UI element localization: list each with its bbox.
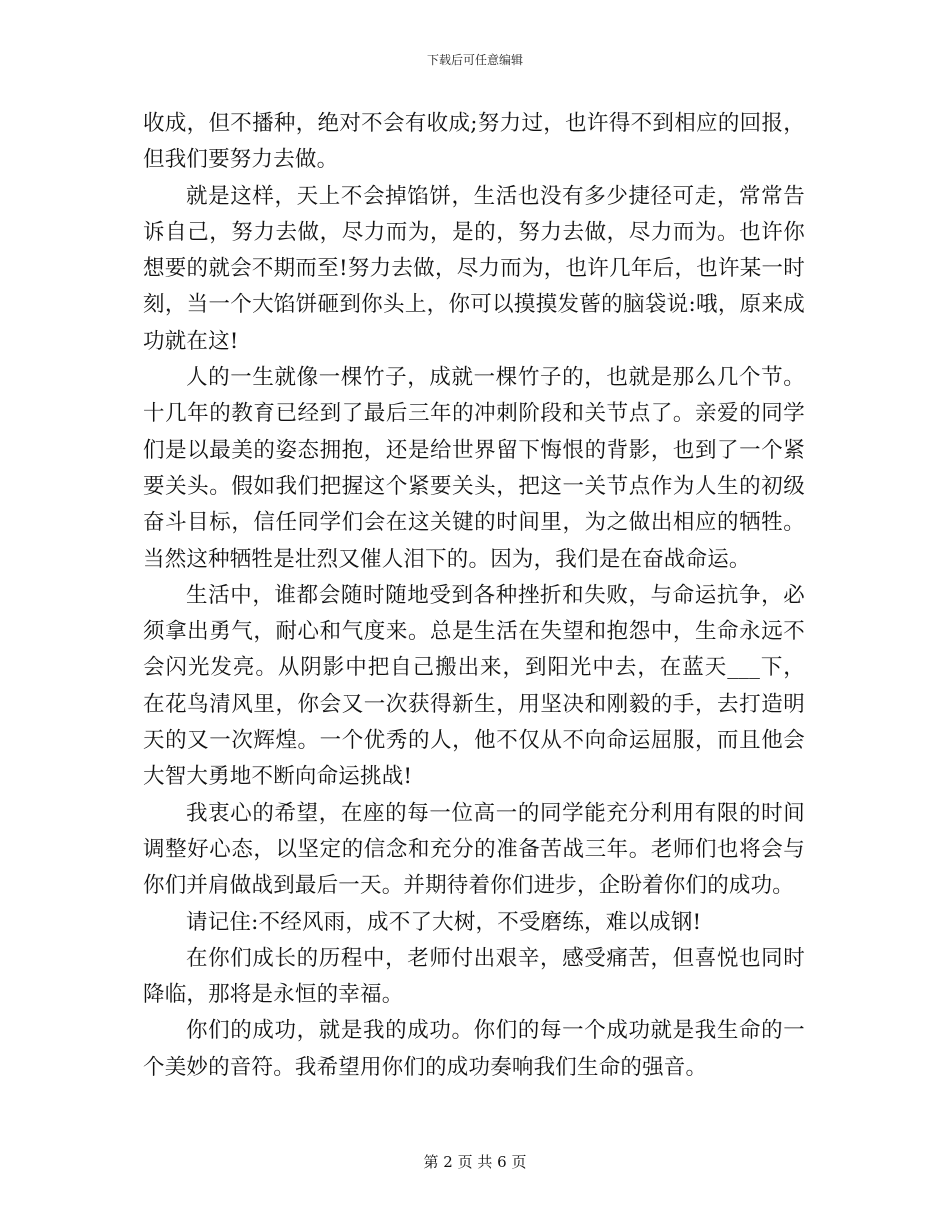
document-body [143,106,805,1086]
paragraph: 我衷心的希望，在座的每一位高一的同学能充分利用有限的时间调整好心态，以坚定的信念和充分的准备苦战三年。老师们也将会与你们并肩做战到最后一天。并期待着你们进步，企盼着你们的成功。 [143,800,805,899]
paragraph: 请记住:不经风雨，成不了大树，不受磨练，难以成钢! [186,909,702,935]
paragraph: 人的一生就像一棵竹子，成就一棵竹子的，也就是那么几个节。十几年的教育已经到了最后三年的冲刺阶段和关节点了。亲爱的同学们是以最美的姿态拥抱，还是给世界留下悔恨的背影，也到了一个紧要关头。假如我们把握这个紧要关头，把这一关节点作为人生的初级奋斗目标，信任同学们会在这关键的时间里，为之做出相应的牺牲。当然这种牺牲是壮烈又催人泪下的。因为，我们是在奋战命运。 [143,365,805,572]
paragraph: 生活中，谁都会随时随地受到各种挫折和失败，与命运抗争，必须拿出勇气，耐心和气度来。总是生活在失望和抱怨中，生命永远不会闪光发亮。从阴影中把自己搬出来，到阳光中去，在蓝天___下，在花鸟清风里，你会又一次获得新生，用坚决和刚毅的手，去打造明天的又一次辉煌。一个优秀的人，他不仅从不向命运屈服，而且他会大智大勇地不断向命运挑战! [143,582,805,790]
paragraph: 在你们成长的历程中，老师付出艰辛，感受痛苦，但喜悦也同时降临，那将是永恒的幸福。 [143,945,805,1008]
page-header: 下载后可任意编辑 [426,53,523,67]
paragraph-continued: 收成，但不播种，绝对不会有收成;努力过，也许得不到相应的回报，但我们要努力去做。 [143,111,805,173]
page-number: 第 2 页 共 6 页 [423,1153,527,1171]
paragraph: 就是这样，天上不会掉馅饼，生活也没有多少捷径可走，常常告诉自己，努力去做，尽力而为，是的，努力去做，尽力而为。也许你想要的就会不期而至!努力去做，尽力而为，也许几年后，也许某一时刻，当一个大馅饼砸到你头上，你可以摸摸发蒈的脑袋说:哦，原来成功就在这! [143,183,805,354]
paragraph: 你们的成功，就是我的成功。你们的每一个成功就是我生命的一个美妙的音符。我希望用你们的成功奏响我们生命的强音。 [143,1018,805,1080]
